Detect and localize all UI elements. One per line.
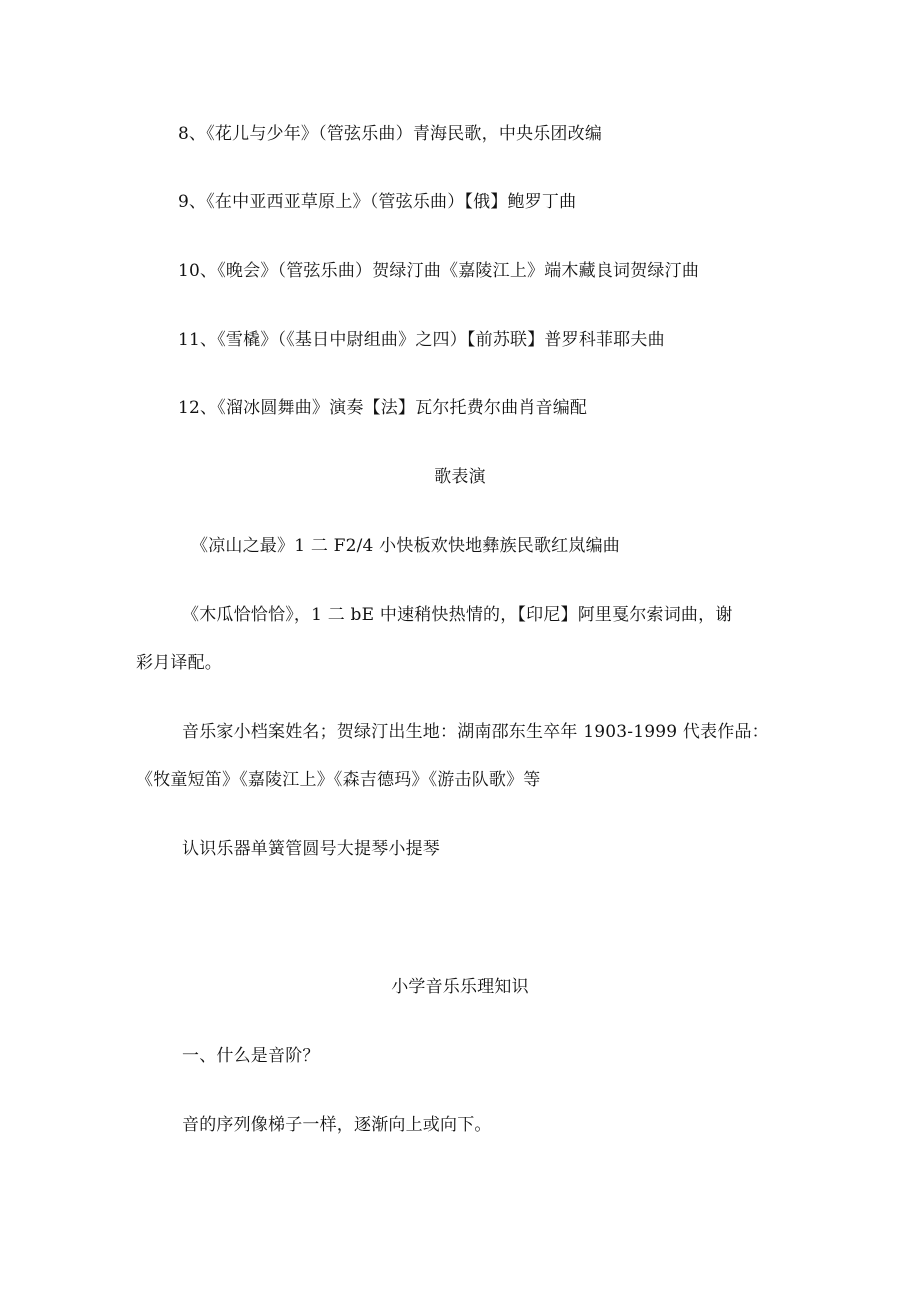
theory-question: 一、什么是音阶？ xyxy=(182,1046,320,1066)
music-list-item: 11、《雪橇》（《基日中尉组曲》之四）【前苏联】普罗科菲耶夫曲 xyxy=(178,330,665,350)
music-list-item: 10、《晚会》（管弦乐曲）贺绿汀曲《嘉陵江上》端木藏良词贺绿汀曲 xyxy=(178,261,700,281)
musician-profile-works: 《牧童短笛》《嘉陵江上》《森吉德玛》《游击队歌》等 xyxy=(136,770,541,790)
music-list-item: 9、《在中亚西亚草原上》（管弦乐曲）【俄】鲍罗丁曲 xyxy=(178,192,577,212)
theory-answer: 音的序列像梯子一样，逐渐向上或向下。 xyxy=(182,1115,492,1135)
song-entry-continuation: 彩月译配。 xyxy=(136,653,222,673)
music-list-item: 12、《溜冰圆舞曲》演奏【法】瓦尔托费尔曲肖音编配 xyxy=(178,398,588,418)
song-section-heading: 歌表演 xyxy=(434,467,486,487)
song-entry: 《木瓜恰恰恰》，1 二 bE 中速稍快热情的，【印尼】阿里戛尔索词曲，谢 xyxy=(182,605,733,625)
song-entry: 《凉山之最》1 二 F2/4 小快板欢快地彝族民歌红岚编曲 xyxy=(191,536,620,556)
instruments-line: 认识乐器单簧管圆号大提琴小提琴 xyxy=(182,839,440,859)
musician-profile: 音乐家小档案姓名；贺绿汀出生地：湖南邵东生卒年 1903-1999 代表作品： xyxy=(182,722,769,742)
theory-section-heading: 小学音乐乐理知识 xyxy=(391,977,529,997)
music-list-item: 8、《花儿与少年》（管弦乐曲）青海民歌，中央乐团改编 xyxy=(178,124,603,144)
